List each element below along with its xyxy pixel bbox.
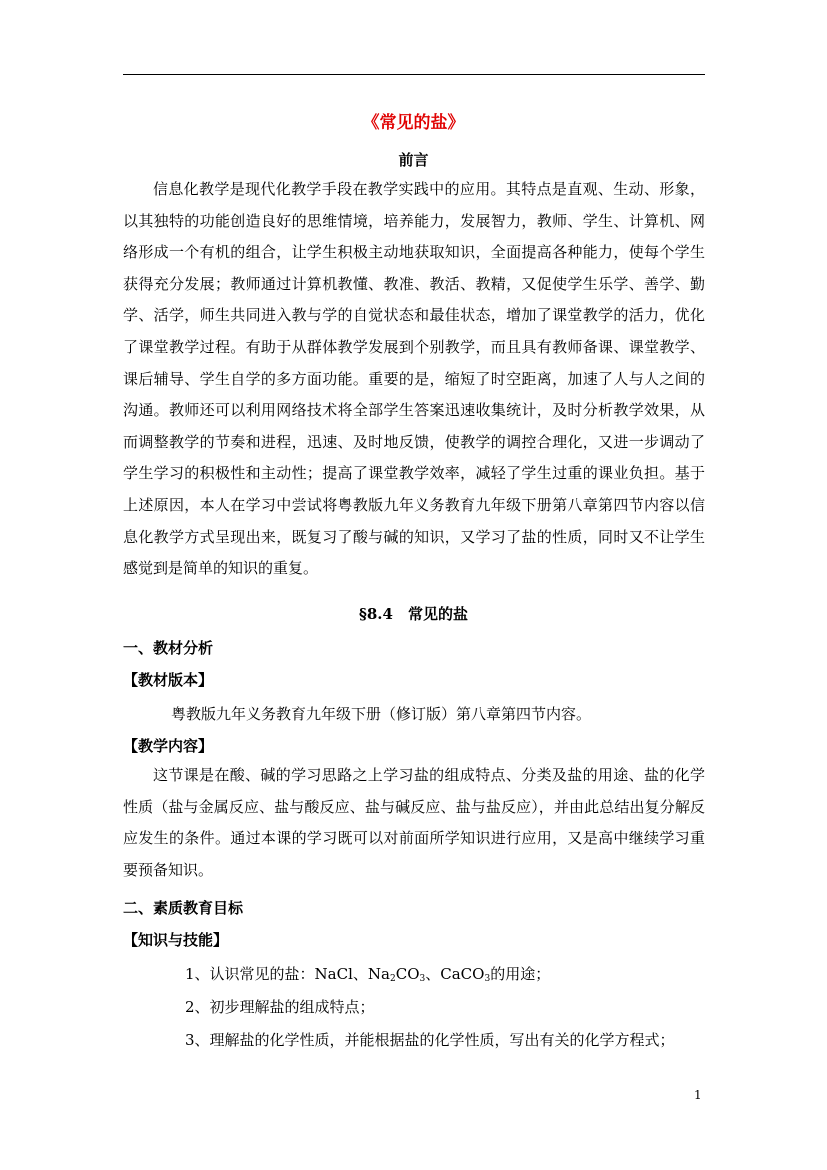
part1-heading: 一、教材分析 bbox=[123, 639, 214, 657]
separator: 、 bbox=[352, 965, 368, 983]
section-heading: §8.4 常见的盐 bbox=[359, 605, 468, 623]
preface-paragraph: 信息化教学是现代化教学手段在教学实践中的应用。其特点是直观、生动、形象，以其独特的功能创造良好的思维情境，培养能力，发展智力，教师、学生、计算机、网络形成一个有机的组合，让学生积极主动地获取知识，全面提高各种能力，使每个学生获得充分发展；教师通过计算机教懂、教准、教活、教精，又促使学生乐学、善学、勤学、活学，师生共同进入教与学的自觉状态和最佳状态，增加了课堂教学的活力，优化了课堂教学过程。有助于从群体教学发展到个别教学，而且具有教师备课、课堂教学、课后辅导、学生自学的多方面功能。重要的是，缩短了时空距离，加速了人与人之间的沟通。教师还可以利用网络技术将全部学生答案迅速收集统计，及时分析教学效果，从而调整教学的节奏和进程，迅速、及时地反馈，使教学的调控合理化，又进一步调动了学生学习的积极性和主动性；提高了课堂教学效率，减轻了学生过重的课业负担。基于上述原因，本人在学习中尝试将粤教版九年义务教育九年级下册第八章第四节内容以信息化教学方式呈现出来，既复习了酸与碱的知识，又学习了盐的性质，同时又不让学生感觉到是简单的知识的重复。 bbox=[123, 180, 705, 578]
formula-caco3: CaCO$_3$ bbox=[440, 965, 491, 984]
objective-item-3: 3、理解盐的化学性质，并能根据盐的化学性质，写出有关的化学方程式； bbox=[185, 1031, 675, 1049]
formula-nacl: NaCl bbox=[314, 965, 353, 983]
document-title: 《常见的盐》 bbox=[362, 113, 465, 133]
preface-heading: 前言 bbox=[398, 151, 429, 169]
separator: 、 bbox=[425, 965, 441, 983]
textbook-version-label: 【教材版本】 bbox=[123, 671, 214, 689]
part2-heading: 二、素质教育目标 bbox=[123, 899, 244, 917]
page-number: 1 bbox=[694, 1088, 702, 1102]
formula-na2co3: $Na_2CO_3$ bbox=[367, 965, 426, 984]
objective-item-2: 2、初步理解盐的组成特点； bbox=[185, 998, 375, 1016]
teaching-content-label: 【教学内容】 bbox=[123, 737, 214, 755]
header-rule bbox=[123, 74, 705, 75]
objective-item-1-prefix: 1、认识常见的盐： bbox=[185, 965, 315, 983]
objective-item-1-suffix: 的用途； bbox=[490, 965, 551, 983]
textbook-version-text: 粤教版九年义务教育九年级下册（修订版）第八章第四节内容。 bbox=[171, 705, 592, 723]
objective-item-1 bbox=[185, 962, 767, 986]
teaching-content-paragraph: 这节课是在酸、碱的学习思路之上学习盐的组成特点、分类及盐的用途、盐的化学性质（盐与金属反应、盐与酸反应、盐与碱反应、盐与盐反应），并由此总结出复分解反应发生的条件。通过本课的学习既可以对前面所学知识进行应用，又是高中继续学习重要预备知识。 bbox=[123, 766, 705, 879]
knowledge-skills-label: 【知识与技能】 bbox=[123, 931, 229, 949]
